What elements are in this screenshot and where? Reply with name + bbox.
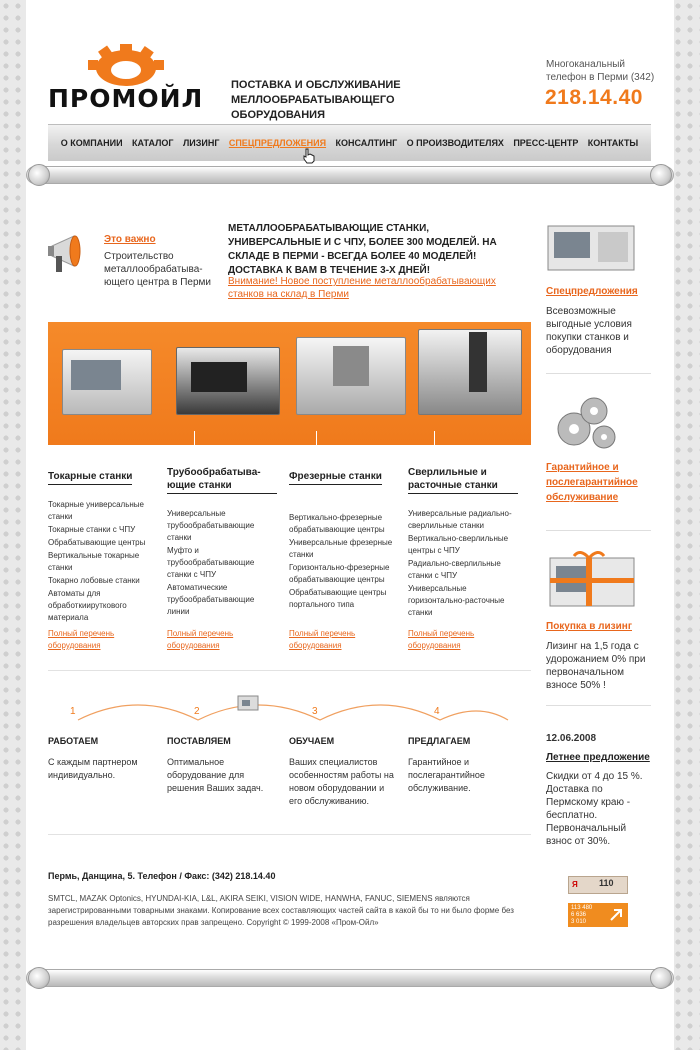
attention-link[interactable]: Внимание! Новое поступление металлообрабатывающих станков на склад в Перми — [228, 276, 496, 300]
catalog-column-drilling — [408, 466, 518, 620]
footer-rail — [26, 963, 674, 993]
catalog-column-pipe — [167, 466, 277, 619]
column-title[interactable]: Токарные станки — [48, 470, 132, 485]
column-list — [167, 508, 277, 618]
column-title[interactable]: Трубообрабатыва-ющие станки — [167, 466, 277, 494]
arrow-icon — [608, 907, 624, 923]
gears-icon[interactable] — [546, 393, 646, 453]
step-number: 3 — [312, 706, 318, 717]
step-text: Ваших специалистов особенностям работы на новом оборудовании и его обслуживанию. — [289, 757, 394, 806]
list-item[interactable]: Вертикальные токарные станки — [48, 551, 140, 572]
list-item[interactable]: Автоматические трубообрабатывающие линии — [167, 583, 255, 616]
column-title[interactable]: Сверлильные и расточные станки — [408, 466, 518, 494]
list-item[interactable]: Универсальные горизонтально-расточные станки — [408, 584, 505, 617]
step-number: 4 — [434, 706, 440, 717]
divider — [546, 530, 651, 531]
full-list-link-milling[interactable]: Полный перечень оборудования — [289, 629, 356, 650]
step-text: Оптимальное оборудование для решения Ваших задач. — [167, 757, 264, 793]
catalog-column-milling — [289, 466, 399, 612]
news-title[interactable]: Летнее предложение — [546, 752, 650, 763]
list-item[interactable]: Автоматы для обработкиируткового материала — [48, 589, 127, 622]
nav-item-about[interactable]: О КОМПАНИИ — [60, 138, 123, 148]
list-item[interactable]: Токарные универсальные станки — [48, 500, 144, 521]
special-offer-machine-image[interactable] — [546, 218, 646, 274]
boring-machine-image — [418, 329, 522, 415]
important-link[interactable]: Это важно — [104, 234, 156, 245]
divider — [546, 705, 651, 706]
nav-item-contacts[interactable]: КОНТАКТЫ — [587, 138, 639, 148]
service-link[interactable]: Гарантийное и послегарантийное обслуживание — [546, 462, 638, 503]
list-item[interactable]: Вертикально-фрезерные обрабатывающие центры — [289, 513, 385, 534]
column-title[interactable]: Фрезерные станки — [289, 470, 382, 485]
step-number: 1 — [70, 706, 76, 717]
list-item[interactable]: Горизонтально-фрезерные обрабатывающие центры — [289, 563, 390, 584]
megaphone-icon — [46, 232, 86, 276]
step-title: ПОСТАВЛЯЕМ — [167, 736, 231, 746]
full-list-link-pipe[interactable]: Полный перечень оборудования — [167, 629, 234, 650]
counter-line: 3 010 — [571, 919, 587, 925]
list-item[interactable]: Муфто и трубообрабатывающие станки с ЧПУ — [167, 546, 255, 579]
nav-item-leasing[interactable]: ЛИЗИНГ — [182, 138, 220, 148]
liveinternet-counter[interactable] — [568, 903, 628, 927]
tagline: ПОСТАВКА И ОБСЛУЖИВАНИЕ МЕЛЛООБРАБАТЫВАЮЩЕГО ОБОРУДОВАНИЯ — [231, 79, 401, 121]
footer-contact: Пермь, Данщина, 5. Телефон / Факс: (342) 218.14.40 — [48, 871, 276, 881]
milling-machine-image — [296, 337, 406, 415]
special-offers-link[interactable]: Спецпредложения — [546, 286, 638, 297]
full-list-link-turning[interactable]: Полный перечень оборудования — [48, 629, 115, 650]
step-number: 2 — [194, 706, 200, 717]
list-item[interactable]: Универсальные радиально-сверлильные станки — [408, 509, 512, 530]
nav-item-consulting[interactable]: КОНСАЛТИНГ — [335, 138, 398, 148]
leasing-link[interactable]: Покупка в лизинг — [546, 621, 632, 632]
column-list — [289, 512, 399, 611]
list-item[interactable]: Вертикально-сверлильные центры с ЧПУ — [408, 534, 509, 555]
list-item[interactable]: Обрабатывающие центры портального типа — [289, 588, 387, 609]
list-item[interactable]: Токарные станки с ЧПУ — [48, 525, 136, 534]
list-item[interactable]: Токарно лобовые станки — [48, 576, 140, 585]
counter-line: 6 636 — [571, 912, 587, 918]
important-text: Строительство металлообрабатыва-ющего центра в Перми — [104, 251, 211, 288]
main-nav — [48, 124, 651, 161]
list-item[interactable]: Универсальные трубообрабатывающие станки — [167, 509, 255, 542]
yandex-counter[interactable] — [568, 876, 628, 894]
column-list — [48, 499, 158, 624]
yandex-icon: Я — [572, 880, 578, 889]
list-item[interactable]: Обрабатывающие центры — [48, 538, 146, 547]
headline: МЕТАЛЛООБРАБАТЫВАЮЩИЕ СТАНКИ, УНИВЕРСАЛЬНЫЕ И С ЧПУ, БОЛЕЕ 300 МОДЕЛЕЙ. НА СКЛАДЕ В ПЕРМИ - ВСЕГДА БОЛЕЕ 40 МОДЕЛЕЙ! ДОСТАВКА К ВАМ В ТЕЧЕНИЕ 3-Х ДНЕЙ! — [228, 223, 497, 276]
divider — [48, 834, 531, 835]
leasing-text: Лизинг на 1,5 года с удорожанием 0% при первоначальном взносе 50% ! — [546, 641, 646, 691]
counter-line: 113 480 — [571, 905, 593, 911]
machines-banner — [48, 322, 531, 445]
step-text: С каждым партнером индивидуально. — [48, 757, 138, 780]
header-rail — [26, 160, 674, 190]
nav-item-press-center[interactable]: ПРЕСС-ЦЕНТР — [513, 138, 579, 148]
page — [26, 0, 674, 1050]
phone-number: 218.14.40 — [545, 86, 643, 109]
step-text: Гарантийное и послегарантийное обслуживание. — [408, 757, 485, 793]
pipe-machine-image — [176, 347, 280, 415]
logo[interactable] — [48, 44, 204, 113]
gift-machine-image[interactable] — [546, 548, 646, 612]
logo-text: ПРОМОЙЛ — [48, 84, 204, 113]
catalog-column-turning — [48, 466, 158, 625]
news-date: 12.06.2008 — [546, 733, 597, 744]
list-item[interactable]: Универсальные фрезерные станки — [289, 538, 393, 559]
gear-logo-icon — [86, 44, 166, 88]
machine-icon — [238, 696, 258, 710]
step-title: ОБУЧАЕМ — [289, 736, 335, 746]
step-title: РАБОТАЕМ — [48, 736, 99, 746]
list-item[interactable]: Радиально-сверлильные станки с ЧПУ — [408, 559, 501, 580]
nav-item-manufacturers[interactable]: О ПРОИЗВОДИТЕЛЯХ — [406, 138, 504, 148]
nav-item-special-offers[interactable]: СПЕЦПРЕДЛОЖЕНИЯ — [228, 138, 327, 148]
column-list — [408, 508, 518, 619]
nav-item-catalog[interactable]: КАТАЛОГ — [132, 138, 174, 148]
phone-label: Многоканальный телефон в Перми (342) — [546, 59, 655, 83]
full-list-link-drilling[interactable]: Полный перечень оборудования — [408, 629, 475, 650]
divider — [546, 373, 651, 374]
news-text: Скидки от 4 до 15 %. Доставка по Пермскому краю - бесплатно. Первоначальный взнос от 30%. — [546, 771, 643, 847]
counter-value: 110 — [599, 878, 614, 888]
step-title: ПРЕДЛАГАЕМ — [408, 736, 471, 746]
lathe-machine-image — [62, 349, 152, 415]
divider — [48, 670, 531, 671]
footer-legal: SMTCL, MAZAK Optonics, HYUNDAI-KIA, L&L, AKIRA SEIKI, VISION WIDE, HANWHA, FANUC, SIEMENS являются зарегистрированными товарными знаками. Копирование всех составляющих частей сайта в какой бы то ни было форме без разрешения владельцев авторских прав запрещено. Copyright © 1999-2008 «Пром-Ойл» — [48, 894, 514, 927]
special-offers-text: Всевозможные выгодные условия покупки станков и оборудования — [546, 306, 632, 356]
